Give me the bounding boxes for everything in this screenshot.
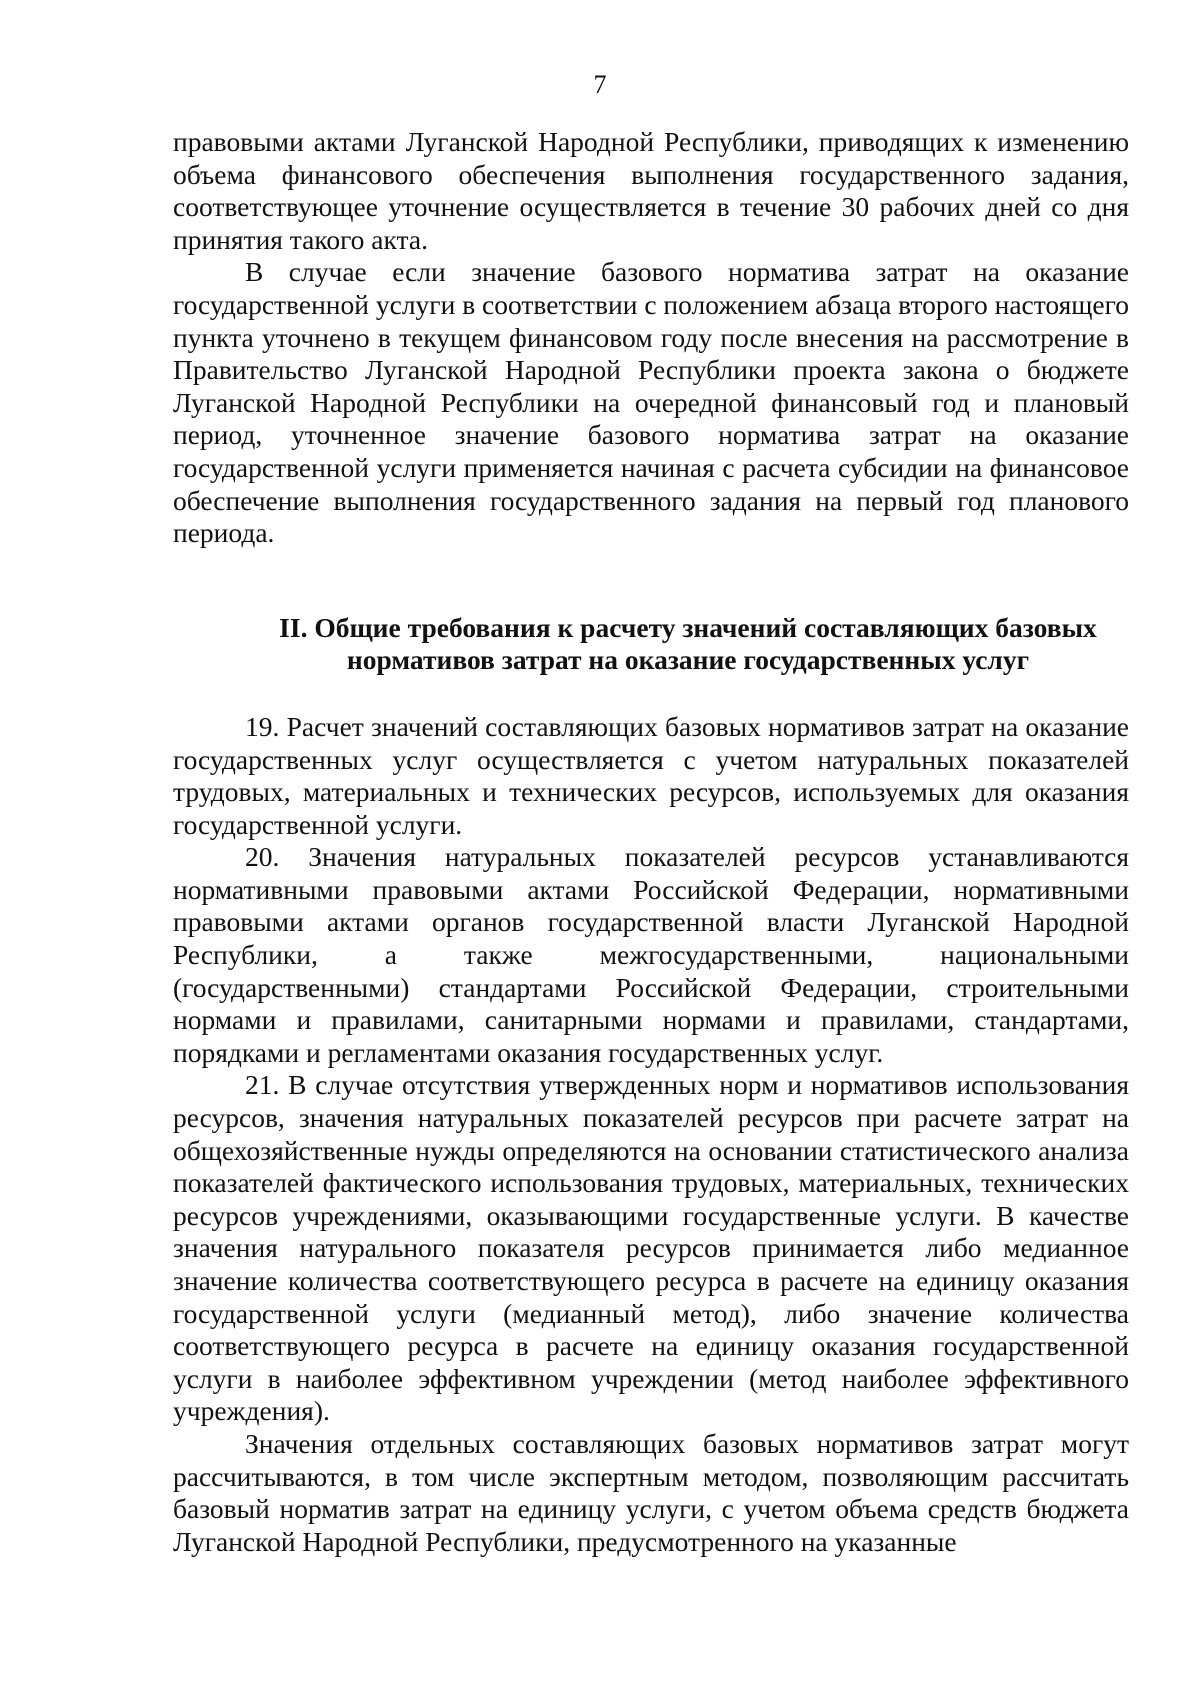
paragraph-item-20: 20. Значения натуральных показателей ресурсов устанавливаются нормативными правовыми актами Российской Федерации, нормативными правовыми актами органов государственной власти Луганской Народной Республики, а также межгосударственными, национальными (государственными) стандартами Российской Федерации, строительными нормами и правилами, санитарными нормами и правилами, стандартами, порядками и регламентами оказания государственных услуг. (173, 841, 1129, 1068)
document-body (173, 126, 1129, 1558)
paragraph-item-21: 21. В случае отсутствия утвержденных норм и нормативов использования ресурсов, значения натуральных показателей ресурсов при расчете затрат на общехозяйственные нужды определяются на основании статистического анализа показателей фактического использования трудовых, материальных, технических ресурсов учреждениями, оказывающими государственные услуги. В качестве значения натурального показателя ресурсов принимается либо медианное значение количества соответствующего ресурса в расчете на единицу оказания государственной услуги (медианный метод), либо значение количества соответствующего ресурса в расчете на единицу оказания государственной услуги в наиболее эффективном учреждении (метод наиболее эффективного учреждения). (173, 1069, 1129, 1427)
paragraph-continuation: правовыми актами Луганской Народной Республики, приводящих к изменению объема финансового обеспечения выполнения государственного задания, соответствующее уточнение осуществляется в течение 30 рабочих дней со дня принятия такого акта. (173, 126, 1129, 255)
paragraph-expert-method: Значения отдельных составляющих базовых нормативов затрат могут рассчитываются, в том числе экспертным методом, позволяющим рассчитать базовый норматив затрат на единицу услуги, с учетом объема средств бюджета Луганской Народной Республики, предусмотренного на указанные (173, 1427, 1129, 1557)
section-heading-line-1: II. Общие требования к расчету значений составляющих базовых (279, 611, 1097, 643)
section-heading (173, 612, 1129, 677)
section-heading-line-2: нормативов затрат на оказание государственных услуг (346, 644, 1030, 676)
paragraph-item-19: 19. Расчет значений составляющих базовых нормативов затрат на оказание государственных услуг осуществляется с учетом натуральных показателей трудовых, материальных и технических ресурсов, используемых для оказания государственной услуги. (173, 710, 1129, 840)
page-number: 7 (593, 70, 607, 99)
paragraph-refined-norm: В случае если значение базового норматива затрат на оказание государственной услуги в соответствии с положением абзаца второго настоящего пункта уточнено в текущем финансовом году после внесения на рассмотрение в Правительство Луганской Народной Республики проекта закона о бюджете Луганской Народной Республики на очередной финансовый год и плановый период, уточненное значение базового норматива затрат на оказание государственной услуги применяется начиная с расчета субсидии на финансовое обеспечение выполнения государственного задания на первый год планового периода. (173, 256, 1129, 549)
